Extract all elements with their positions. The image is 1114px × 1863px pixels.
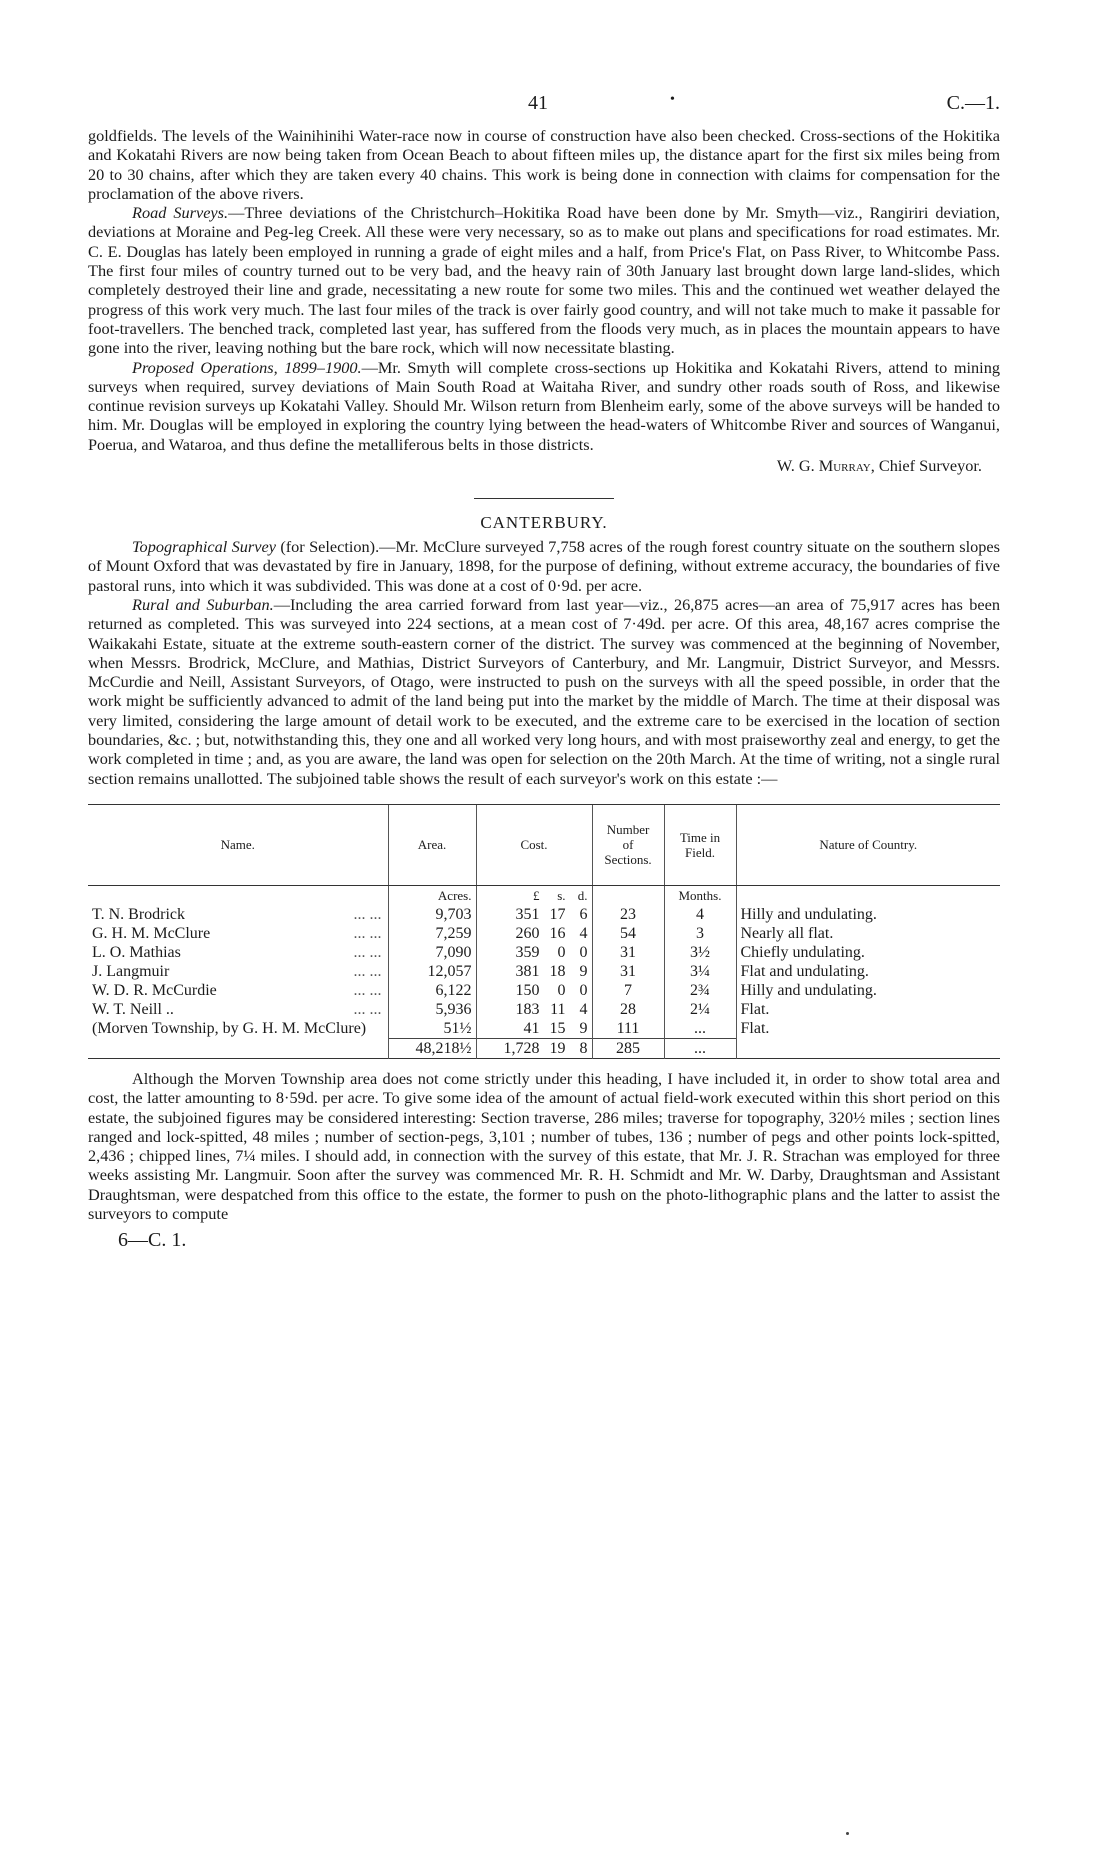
- row-sections: 31: [592, 962, 664, 981]
- row-pounds: 359: [515, 943, 540, 961]
- row-nature: Flat.: [736, 1019, 1000, 1039]
- total-row: [88, 1038, 1000, 1058]
- unit-shillings: s.: [557, 887, 566, 903]
- row-area: 6,122: [388, 981, 476, 1000]
- row-shillings: 18: [549, 962, 566, 980]
- row-shillings: 0: [557, 943, 566, 961]
- proposed-operations-paragraph: [88, 358, 1000, 454]
- header-time-line2: Field.: [685, 844, 715, 860]
- table-row: [88, 943, 1000, 962]
- topographical-survey-heading: Topographical Survey: [132, 537, 276, 557]
- section-divider: [474, 498, 614, 499]
- row-shillings: 15: [549, 1019, 566, 1037]
- header-sections-line3: Sections.: [604, 852, 652, 868]
- row-sections: 23: [592, 905, 664, 924]
- row-pence: 6: [579, 905, 588, 923]
- row-pounds: 381: [515, 962, 540, 980]
- row-area: 12,057: [388, 962, 476, 981]
- signature-name: W. G. Murray,: [776, 456, 875, 476]
- row-area: 9,703: [388, 905, 476, 924]
- total-pence: 8: [579, 1039, 588, 1057]
- row-time: 3½: [664, 943, 736, 962]
- row-pence: 0: [579, 943, 588, 961]
- proposed-operations-heading: Proposed Operations, 1899–1900.: [132, 357, 362, 377]
- dot-leader: ... ...: [353, 943, 382, 961]
- table-row: [88, 1000, 1000, 1019]
- row-pence: 9: [579, 962, 588, 980]
- total-area: 48,218½: [388, 1038, 476, 1058]
- row-name: T. N. Brodrick: [92, 905, 186, 923]
- row-nature: Nearly all flat.: [736, 924, 1000, 943]
- page: [88, 92, 1000, 1252]
- table-row: [88, 962, 1000, 981]
- topographical-survey-text: (for Selection).—Mr. McClure surveyed 7,758 acres of the rough forest country situate on the southern slopes of Mount Oxford that was devastated by fire in January, 1898, for the purpose of defining, without extreme accuracy, the boundaries of five pastoral runs, into which it was subdivided. This was done at a cost of 0·9d. per acre.: [88, 537, 1000, 595]
- header-time: [664, 804, 736, 885]
- row-nature: Chiefly undulating.: [736, 943, 1000, 962]
- header-sections: [592, 804, 664, 885]
- unit-pence: d.: [577, 887, 588, 903]
- header-area: Area.: [388, 804, 476, 885]
- header-sections-line2: of: [622, 837, 634, 853]
- road-surveys-heading: Road Surveys.: [132, 203, 229, 223]
- row-time: 2¾: [664, 981, 736, 1000]
- header-sections-line1: Number: [606, 822, 650, 838]
- dot-leader: ... ...: [353, 924, 382, 942]
- total-sections: 285: [592, 1038, 664, 1058]
- row-pence: 9: [579, 1019, 588, 1037]
- row-pounds: 260: [515, 924, 540, 942]
- dot-leader: ... ...: [353, 1000, 382, 1018]
- table-row: [88, 981, 1000, 1000]
- header-dot: •: [670, 92, 675, 107]
- table-row: [88, 1019, 1000, 1039]
- row-name: J. Langmuir: [92, 962, 170, 980]
- row-pounds: 150: [515, 981, 540, 999]
- page-header: [88, 92, 1000, 126]
- row-time: 4: [664, 905, 736, 924]
- row-sections: 111: [592, 1019, 664, 1039]
- row-shillings: 17: [549, 905, 566, 923]
- row-sections: 7: [592, 981, 664, 1000]
- table-header-row: [88, 804, 1000, 885]
- row-time: ...: [664, 1019, 736, 1039]
- total-pounds: 1,728: [503, 1039, 540, 1057]
- total-shillings: 19: [549, 1039, 566, 1057]
- page-number: 41: [528, 92, 548, 114]
- signature-title: Chief Surveyor.: [878, 456, 982, 476]
- total-time: ...: [664, 1038, 736, 1058]
- proposed-operations-text: —Mr. Smyth will complete cross-sections up Hokitika and Kokatahi Rivers, attend to mining surveys when required, survey deviations of Main South Road at Waitaha River, and sundry other roads south of Ross, and likewise continue revision surveys up Kokatahi Valley. Should Mr. Wilson return from Blenheim early, some of the above surveys will be handed to him. Mr. Douglas will be employed in exploring the country lying between the head-waters of Whitcombe River and sources of Wanganui, Poerua, and Wataroa, and thus define the metalliferous belts in those districts.: [88, 357, 1000, 454]
- survey-results-table: [88, 804, 1000, 1059]
- row-nature: Hilly and undulating.: [736, 905, 1000, 924]
- row-nature: Flat.: [736, 1000, 1000, 1019]
- page-footer: 6—C. 1.: [118, 1229, 187, 1252]
- row-name: (Morven Township, by G. H. M. McClure): [92, 1019, 367, 1037]
- row-name: L. O. Mathias: [92, 943, 181, 961]
- table-row: [88, 924, 1000, 943]
- row-sections: 31: [592, 943, 664, 962]
- row-time: 3¼: [664, 962, 736, 981]
- document-code: C.—1.: [946, 92, 1000, 114]
- row-time: 2¼: [664, 1000, 736, 1019]
- morven-paragraph: Although the Morven Township area does not come strictly under this heading, I have included it, in order to show total area and cost, the latter amounting to 8·59d. per acre. To give some idea of the amount of actual field-work executed within this short period on this estate, the subjoined figures may be considered interesting: Section traverse, 286 miles; traverse for topography, 320½ miles ; section lines ranged and lock-spitted, 48 miles ; number of section-pegs, 3,101 ; number of tubes, 136 ; number of pegs and other points lock-spitted, 2,436 ; chipped lines, 7¼ miles. I should add, in connection with the survey of this estate, that Mr. J. R. Strachan was employed for three weeks assisting Mr. Langmuir. Soon after the survey was commenced Mr. R. H. Schmidt and Mr. W. Darby, Draughtsman and Assistant Draughtsman, were despatched from this office to the estate, the former to push on the photo-lithographic plans and the latter to assist the surveyors to compute: [88, 1068, 1000, 1223]
- row-time: 3: [664, 924, 736, 943]
- row-pounds: 41: [523, 1019, 540, 1037]
- unit-pounds: £: [533, 887, 540, 903]
- rural-suburban-paragraph: [88, 595, 1000, 788]
- row-pounds: 183: [515, 1000, 540, 1018]
- topographical-survey-paragraph: [88, 537, 1000, 595]
- westland-paragraph: goldfields. The levels of the Wainihinihi Water-race now in course of construction have also been checked. Cross-sections of the Hokitika and Kokatahi Rivers are now being taken from Ocean Beach to about fifteen miles up, the distance apart for the first six miles being from 20 to 30 chains, after which they are taken every 40 chains. This work is being done in connection with claims for compensation for the proclamation of the above rivers.: [88, 126, 1000, 203]
- row-pence: 4: [579, 924, 588, 942]
- table-bottom-rule: [88, 1058, 1000, 1059]
- row-shillings: 0: [557, 981, 566, 999]
- unit-time: Months.: [664, 885, 736, 905]
- row-nature: Flat and undulating.: [736, 962, 1000, 981]
- row-nature: Hilly and undulating.: [736, 981, 1000, 1000]
- row-sections: 28: [592, 1000, 664, 1019]
- row-sections: 54: [592, 924, 664, 943]
- header-time-line1: Time in: [679, 829, 721, 845]
- row-name: G. H. M. McClure: [92, 924, 211, 942]
- row-shillings: 11: [550, 1000, 566, 1018]
- row-area: 5,936: [388, 1000, 476, 1019]
- row-shillings: 16: [549, 924, 566, 942]
- row-name: W. D. R. McCurdie: [92, 981, 217, 999]
- header-nature: Nature of Country.: [736, 804, 1000, 885]
- row-pence: 0: [579, 981, 588, 999]
- row-name: W. T. Neill ..: [92, 1000, 174, 1018]
- stray-mark: [846, 1832, 849, 1835]
- dot-leader: ... ...: [353, 962, 382, 980]
- row-pence: 4: [579, 1000, 588, 1018]
- rural-suburban-text: —Including the area carried forward from last year—viz., 26,875 acres—an area of 75,917 acres has been returned as completed. This was surveyed into 224 sections, at a mean cost of 7·49d. per acre. Of this area, 48,167 acres comprise the Waikakahi Estate, situate at the extreme south-eastern corner of the district. The survey was commenced at the beginning of November, when Messrs. Brodrick, McClure, and Mathias, District Surveyors of Canterbury, and Mr. Langmuir, District Surveyor, and Messrs. McCurdie and Neill, Assistant Surveyors, of Otago, were instructed to push on the surveys with all the speed possible, in order that the work might be sufficiently advanced to admit of the land being put into the market by the middle of March. The time at their disposal was very limited, considering the large amount of detail work to be executed, and the extreme care to be exercised in the location of section boundaries, &c. ; but, notwithstanding this, they one and all worked very long hours, and with most praiseworthy zeal and energy, to get the work completed in time ; and, as you are aware, the land was open for selection on the 20th March. At the time of writing, not a single rural section remains unallotted. The subjoined table shows the result of each surveyor's work on this estate :—: [88, 594, 1000, 788]
- road-surveys-paragraph: [88, 203, 1000, 357]
- canterbury-title: CANTERBURY.: [480, 513, 608, 533]
- header-cost: Cost.: [476, 804, 592, 885]
- row-pounds: 351: [515, 905, 540, 923]
- header-name: Name.: [88, 804, 388, 885]
- dot-leader: ... ...: [353, 981, 382, 999]
- row-area: 51½: [388, 1019, 476, 1039]
- row-area: 7,090: [388, 943, 476, 962]
- units-row: [88, 885, 1000, 905]
- table-row: [88, 905, 1000, 924]
- rural-suburban-heading: Rural and Suburban.: [132, 594, 274, 614]
- signature: [88, 456, 1000, 476]
- dot-leader: ... ...: [353, 905, 382, 923]
- unit-area: Acres.: [388, 885, 476, 905]
- road-surveys-text: —Three deviations of the Christchurch–Hokitika Road have been done by Mr. Smyth—viz., Rangiriri deviation, deviations at Moraine and Peg-leg Creek. All these were very necessary, so as to make out plans and specifications for road estimates. Mr. C. E. Douglas has lately been employed in running a grade of eight miles and a half, from Price's Flat, on Pass River, to Whitcombe Pass. The first four miles of country turned out to be very bad, and the heavy rain of 30th January last brought down large land-slides, which completely destroyed their line and grade, necessitating a new route for some two miles. This and the continued wet weather delayed the progress of this work very much. The last four miles of the track is over fairly good country, and will not take much to make it passable for foot-travellers. The benched track, completed last year, has suffered from the floods very much, as in places the mountain appears to have gone into the river, leaving nothing but the bare rock, which will now necessitate blasting.: [88, 203, 1001, 358]
- row-area: 7,259: [388, 924, 476, 943]
